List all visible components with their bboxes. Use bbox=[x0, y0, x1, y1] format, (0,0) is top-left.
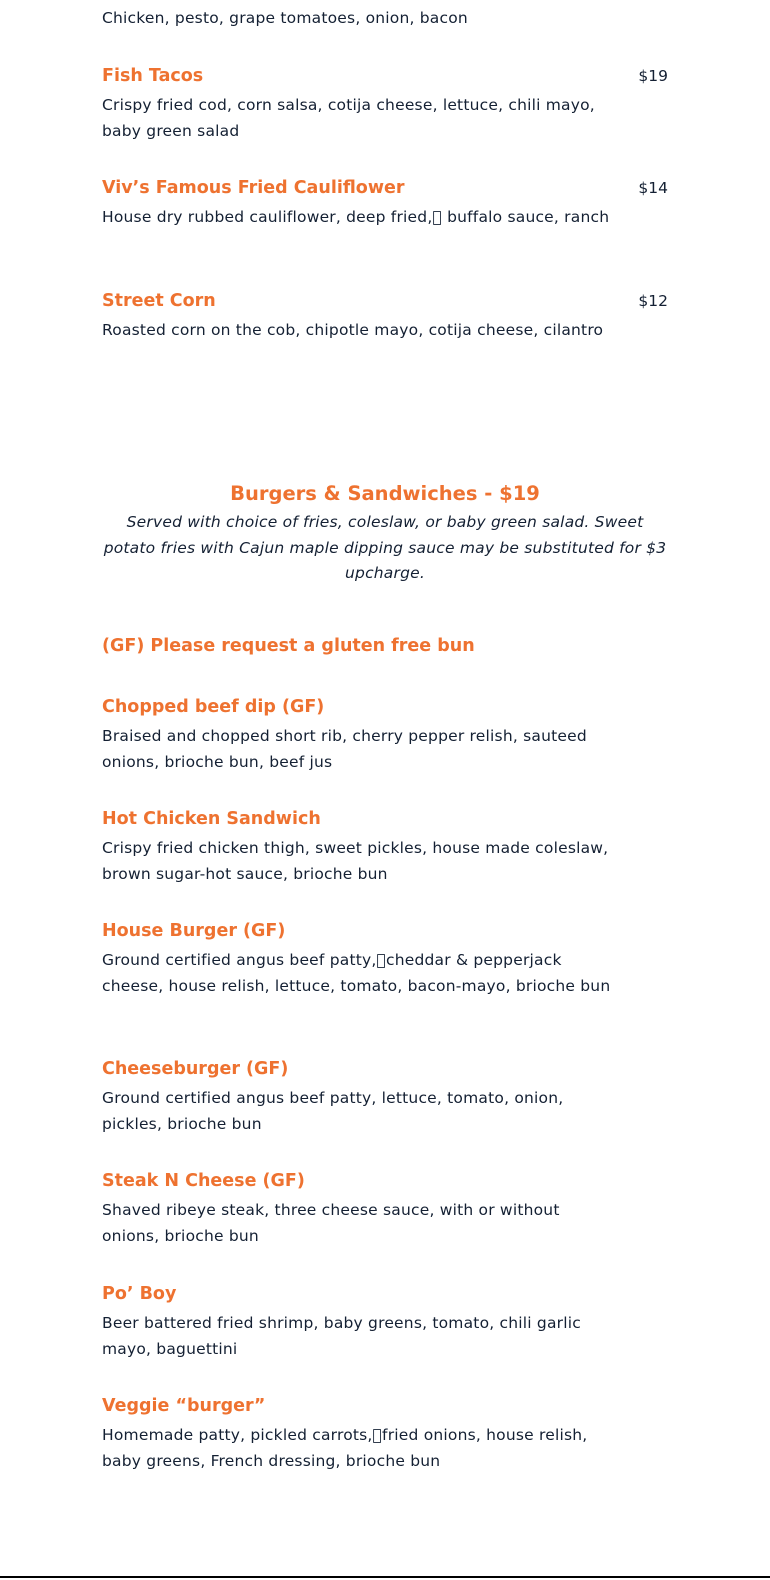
item-description: Ground certified angus beef patty, lettuce, tomato, onion, pickles, brioche bun bbox=[102, 1089, 564, 1133]
item-description: Chicken, pesto, grape tomatoes, onion, bacon bbox=[102, 9, 468, 27]
item-name: Steak N Cheese (GF) bbox=[102, 1171, 305, 1191]
item-description: House dry rubbed cauliflower, deep fried,  buffalo sauce, ranch bbox=[102, 208, 610, 226]
item-name: Viv’s Famous Fried Cauliflower bbox=[102, 178, 405, 198]
item-description: Homemade patty, pickled carrots, fried onions, house relish, baby greens, French dressing, brioche bun bbox=[102, 1426, 588, 1470]
item-name: Chopped beef dip (GF) bbox=[102, 697, 325, 717]
item-name: Street Corn bbox=[102, 291, 216, 311]
item-name: Cheeseburger (GF) bbox=[102, 1059, 289, 1079]
item-price: $14 bbox=[638, 179, 668, 197]
section-subtitle: Served with choice of fries, coleslaw, or baby green salad. Sweet potato fries with Cajun maple dipping sauce may be substituted for $3 upcharge. bbox=[103, 513, 667, 582]
item-description: Crispy fried cod, corn salsa, cotija cheese, lettuce, chili mayo, baby green salad bbox=[102, 96, 595, 140]
item-description: Roasted corn on the cob, chipotle mayo, cotija cheese, cilantro bbox=[102, 321, 604, 339]
bottom-divider bbox=[0, 1576, 770, 1578]
item-description: Ground certified angus beef patty, cheddar & pepperjack cheese, house relish, lettuce, tomato, bacon-mayo, brioche bun bbox=[102, 951, 611, 995]
item-description: Crispy fried chicken thigh, sweet pickles, house made coleslaw, brown sugar-hot sauce, brioche bun bbox=[102, 839, 609, 883]
item-name: House Burger (GF) bbox=[102, 921, 286, 941]
item-price: $12 bbox=[638, 292, 668, 310]
item-name: Hot Chicken Sandwich bbox=[102, 809, 321, 829]
item-description: Beer battered fried shrimp, baby greens, tomato, chili garlic mayo, baguettini bbox=[102, 1314, 581, 1358]
item-description: Shaved ribeye steak, three cheese sauce, with or without onions, brioche bun bbox=[102, 1201, 560, 1245]
section-title: Burgers & Sandwiches - $19 bbox=[230, 482, 540, 505]
item-name: Veggie “burger” bbox=[102, 1396, 266, 1416]
gluten-free-note: (GF) Please request a gluten free bun bbox=[102, 636, 475, 656]
item-name: Po’ Boy bbox=[102, 1284, 177, 1304]
item-description: Braised and chopped short rib, cherry pepper relish, sauteed onions, brioche bun, beef jus bbox=[102, 727, 587, 771]
item-name: Fish Tacos bbox=[102, 66, 204, 86]
item-price: $19 bbox=[638, 67, 668, 85]
